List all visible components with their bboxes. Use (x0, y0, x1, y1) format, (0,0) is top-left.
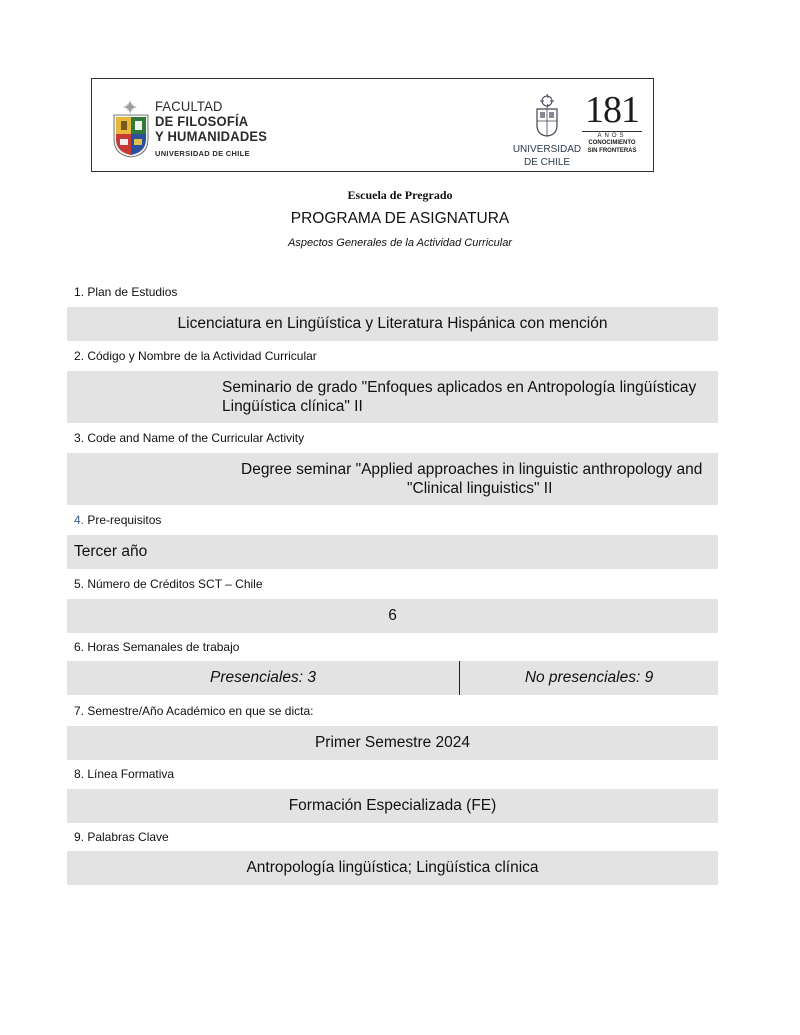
anniversary-motto-line-1: CONOCIMIENTO (588, 140, 636, 146)
faculty-name (155, 99, 267, 161)
section-4-label-number: 4. (74, 513, 85, 527)
section-4-label (74, 513, 161, 527)
anniversary-number: 181 (585, 89, 639, 131)
university-name-line-2: DE CHILE (523, 157, 571, 168)
section-2-value-line-1: Seminario de grado "Enfoques aplicados en Antropología lingüísticay (222, 379, 697, 396)
university-shield-icon (527, 93, 567, 137)
section-7-value: Primer Semestre 2024 (67, 726, 718, 760)
section-9-label: 9. Palabras Clave (74, 830, 169, 844)
section-2-value (67, 371, 718, 423)
anniversary-word: AÑOS (582, 131, 642, 139)
faculty-line-3: Y HUMANIDADES (155, 128, 268, 145)
university-name-line-1: UNIVERSIDAD (512, 144, 582, 155)
section-1-value: Licenciatura en Lingüística y Literatura Hispánica con mención (67, 307, 718, 341)
section-3-value-line-1: Degree seminar "Applied approaches in linguistic anthropology and (241, 461, 703, 478)
section-6-no-presencial: No presenciales: 9 (524, 669, 654, 686)
section-8-value: Formación Especializada (FE) (67, 789, 718, 823)
faculty-line-2: DE FILOSOFÍA (155, 113, 249, 130)
program-title: PROGRAMA DE ASIGNATURA (290, 210, 510, 227)
faculty-line-1: FACULTAD (155, 98, 223, 115)
section-7-label: 7. Semestre/Año Académico en que se dicta: (74, 704, 314, 718)
section-3-label: 3. Code and Name of the Curricular Activity (74, 431, 305, 445)
program-subtitle: Aspectos Generales de la Actividad Curricular (288, 237, 512, 249)
section-2-value-line-2: Lingüística clínica" II (222, 398, 363, 415)
faculty-line-4: UNIVERSIDAD DE CHILE (155, 149, 250, 158)
section-4-label-text: Pre-requisitos (84, 513, 162, 527)
section-3-value-line-2: "Clinical linguistics" II (407, 480, 553, 497)
section-6-hours-row (67, 661, 718, 695)
section-5-label: 5. Número de Créditos SCT – Chile (74, 577, 263, 591)
section-1-label: 1. Plan de Estudios (74, 285, 178, 299)
section-4-value: Tercer año (67, 535, 718, 569)
header-logo-box (91, 78, 654, 172)
section-6-presencial: Presenciales: 3 (210, 669, 316, 686)
section-8-label: 8. Línea Formativa (74, 767, 175, 781)
section-5-value: 6 (67, 599, 718, 633)
anniversary-motto-line-2: SIN FRONTERAS (587, 148, 637, 154)
anniversary-181-logo (582, 91, 642, 155)
school-name: Escuela de Pregrado (347, 188, 453, 202)
section-3-value (67, 453, 718, 505)
section-9-value: Antropología lingüística; Lingüística clínica (67, 851, 718, 885)
section-6-label: 6. Horas Semanales de trabajo (74, 640, 240, 654)
university-logo (512, 93, 582, 168)
section-2-label: 2. Código y Nombre de la Actividad Curricular (74, 349, 317, 363)
